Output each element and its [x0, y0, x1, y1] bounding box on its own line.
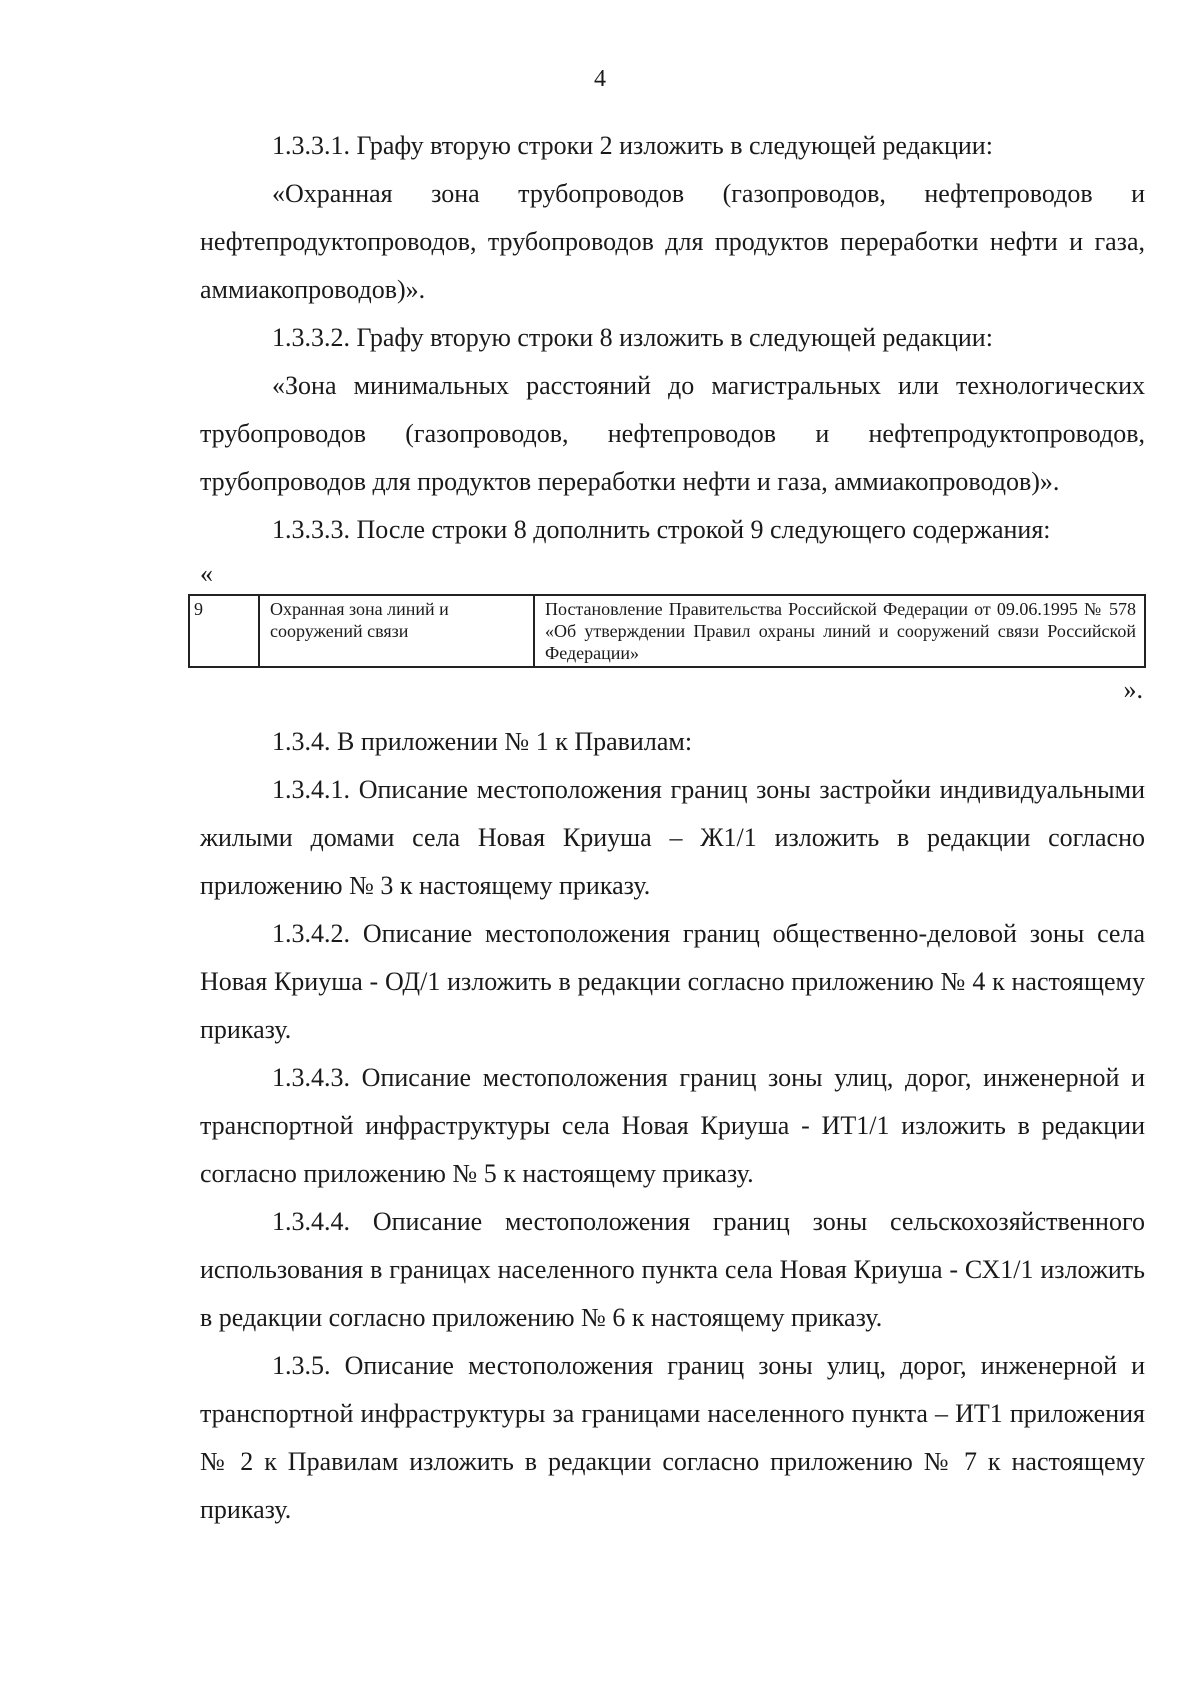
paragraph-1-3-4-2: 1.3.4.2. Описание местоположения границ общественно-деловой зоны села Новая Криуша - ОД/1 изложить в редакции согласно приложению № 4 к настоящему приказу.	[200, 919, 1145, 1044]
row-number-cell: 9	[189, 595, 259, 667]
zone-name-cell: Охранная зона линий и сооружений связи	[259, 595, 534, 667]
paragraph-quote-protection-zone: «Охранная зона трубопроводов (газопроводов, нефтепроводов и нефтепродуктопроводов, трубопроводов для продуктов переработки нефти и газа, аммиакопроводов)».	[200, 179, 1145, 304]
inserted-row-table	[188, 594, 1146, 668]
paragraph-1-3-3-2: 1.3.3.2. Графу вторую строки 8 изложить в следующей редакции:	[272, 323, 993, 352]
paragraph-quote-min-distance-zone: «Зона минимальных расстояний до магистральных или технологических трубопроводов (газопроводов, нефтепроводов и нефтепродуктопроводов, трубопроводов для продуктов переработки нефти и газа, аммиакопроводов)».	[200, 371, 1145, 496]
paragraph-1-3-4-4: 1.3.4.4. Описание местоположения границ зоны сельскохозяйственного использования в границах населенного пункта села Новая Криуша - СХ1/1 изложить в редакции согласно приложению № 6 к настоящему приказу.	[200, 1207, 1145, 1332]
paragraph-1-3-4-3: 1.3.4.3. Описание местоположения границ зоны улиц, дорог, инженерной и транспортной инфраструктуры села Новая Криуша - ИТ1/1 изложить в редакции согласно приложению № 5 к настоящему приказу.	[200, 1063, 1145, 1188]
paragraph-1-3-3-3: 1.3.3.3. После строки 8 дополнить строкой 9 следующего содержания:	[272, 515, 1051, 544]
table-close-quote: ».	[1123, 675, 1143, 704]
page-number: 4	[594, 66, 606, 92]
paragraph-1-3-4-1: 1.3.4.1. Описание местоположения границ зоны застройки индивидуальными жилыми домами села Новая Криуша – Ж1/1 изложить в редакции согласно приложению № 3 к настоящему приказу.	[200, 775, 1145, 900]
table-open-quote: «	[200, 559, 213, 588]
legal-basis-cell: Постановление Правительства Российской Федерации от 09.06.1995 № 578 «Об утверждении Правил охраны линий и сооружений связи Российской Федерации»	[534, 595, 1145, 667]
paragraph-1-3-5: 1.3.5. Описание местоположения границ зоны улиц, дорог, инженерной и транспортной инфраструктуры за границами населенного пункта – ИТ1 приложения № 2 к Правилам изложить в редакции согласно приложению № 7 к настоящему приказу.	[200, 1351, 1145, 1524]
table-row	[189, 595, 1145, 667]
paragraph-1-3-3-1: 1.3.3.1. Графу вторую строки 2 изложить в следующей редакции:	[272, 131, 993, 160]
paragraph-1-3-4: 1.3.4. В приложении № 1 к Правилам:	[272, 727, 693, 756]
document-body	[194, 122, 1145, 1534]
